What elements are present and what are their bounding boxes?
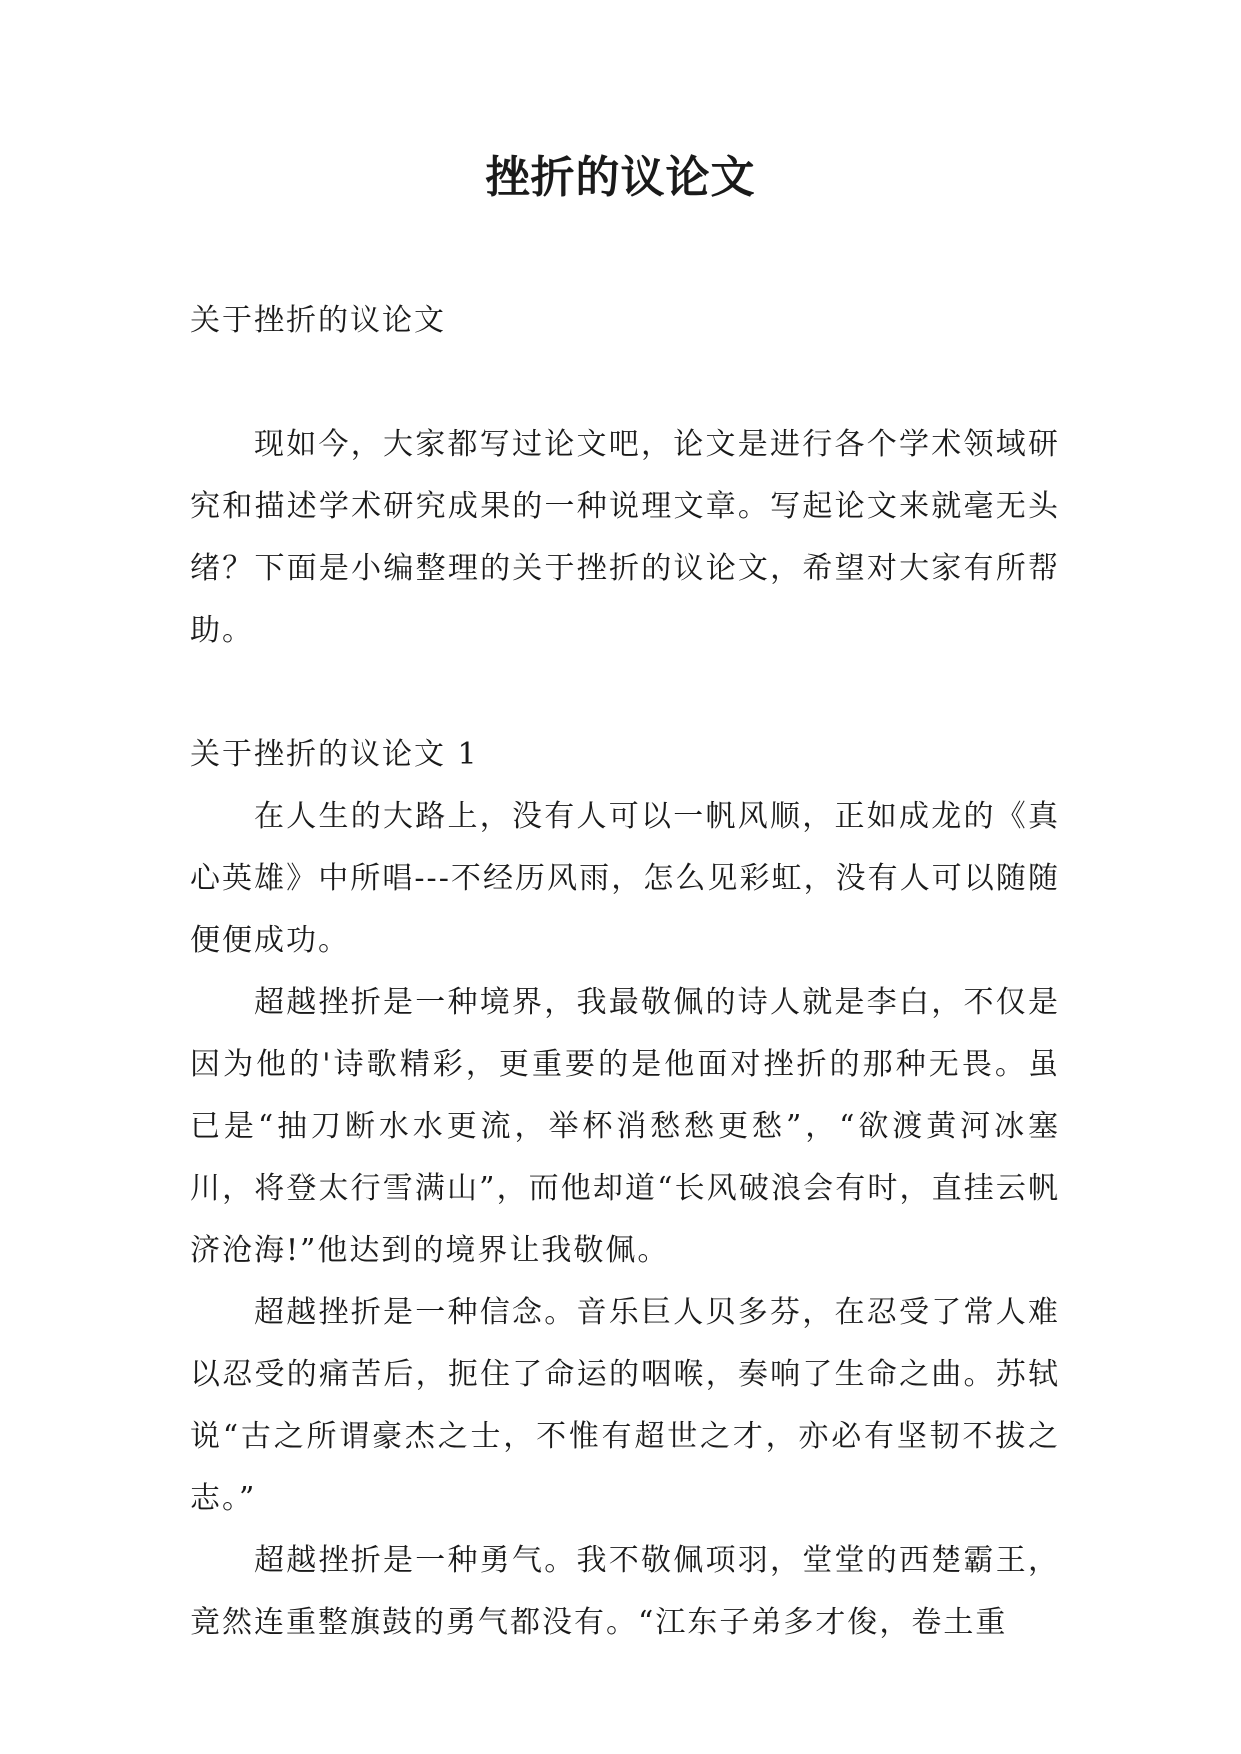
body-paragraph: 超越挫折是一种勇气。我不敬佩项羽，堂堂的西楚霸王，竟然连重整旗鼓的勇气都没有。“江东子弟多才俊，卷土重 [190,1543,1060,1640]
body-paragraph: 超越挫折是一种境界，我最敬佩的诗人就是李白，不仅是因为他的'诗歌精彩，更重要的是他面对挫折的那种无畏。虽已是“抽刀断水水更流，举杯消愁愁更愁”，“欲渡黄河冰塞川，将登太行雪满山”，而他却道“长风破浪会有时，直挂云帆济沧海!”他达到的境界让我敬佩。 [190,985,1060,1268]
body-paragraph: 在人生的大路上，没有人可以一帆风顺，正如成龙的《真心英雄》中所唱---不经历风雨，怎么见彩虹，没有人可以随随便便成功。 [190,799,1060,958]
intro-paragraph: 现如今，大家都写过论文吧，论文是进行各个学术领域研究和描述学术研究成果的一种说理文章。写起论文来就毫无头绪？下面是小编整理的关于挫折的议论文，希望对大家有所帮助。 [190,427,1060,648]
body-paragraph: 超越挫折是一种信念。音乐巨人贝多芬，在忍受了常人难以忍受的痛苦后，扼住了命运的咽喉，奏响了生命之曲。苏轼说“古之所谓豪杰之士，不惟有超世之才，亦必有坚韧不拔之志。” [190,1295,1060,1516]
document-body [190,290,1060,1654]
document-title: 挫折的议论文 [485,152,756,203]
subtitle: 关于挫折的议论文 [190,303,446,338]
section-heading: 关于挫折的议论文 1 [190,737,479,772]
